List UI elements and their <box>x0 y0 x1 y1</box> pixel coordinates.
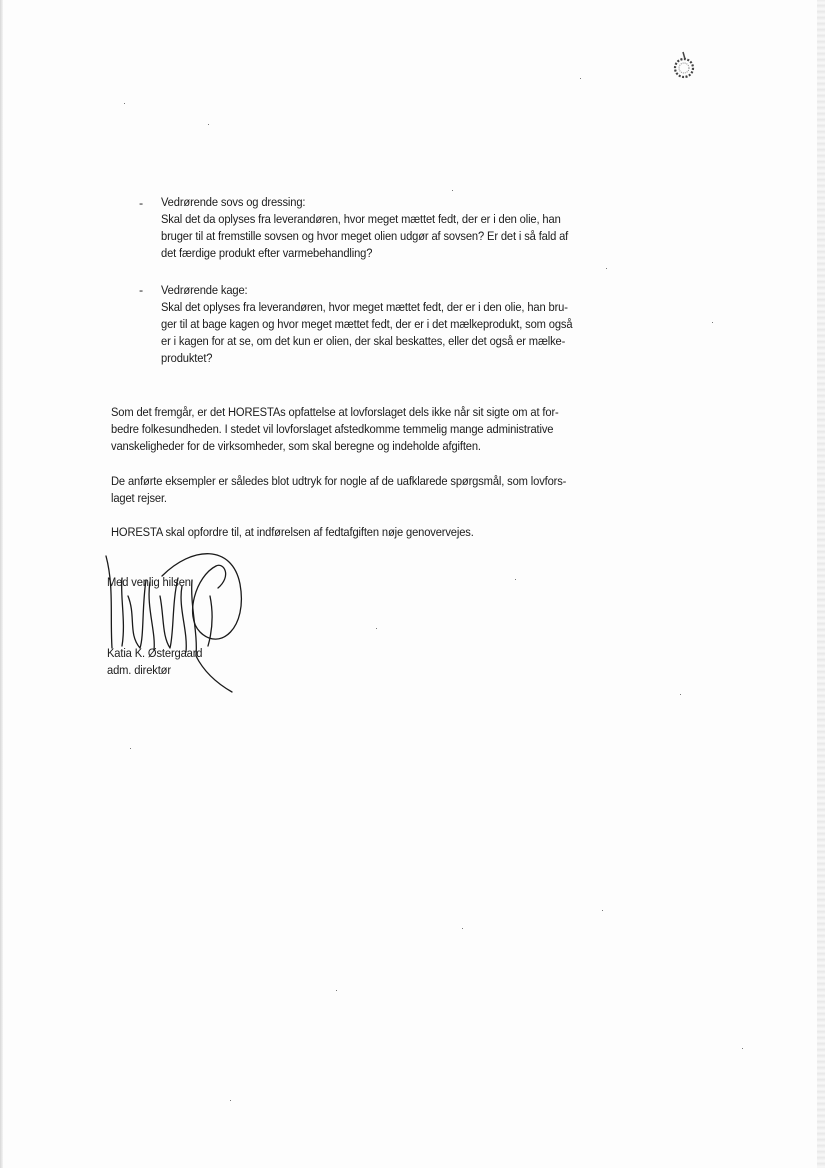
scan-edge-left <box>0 0 3 1168</box>
bullet-heading: Vedrørende kage: <box>161 283 248 297</box>
scan-speck <box>230 1100 231 1101</box>
scan-speck <box>515 579 516 580</box>
signatory-name: Katia K. Østergaard <box>107 646 203 660</box>
bullet-line: Skal det oplyses fra leverandøren, hvor meget mættet fedt, der er i den olie, han bru- <box>161 300 568 314</box>
paragraph-examples <box>111 473 566 507</box>
scan-speck <box>124 103 125 104</box>
paragraph-line: bedre folkesundheden. I stedet vil lovforslaget afstedkomme temmelig mange administrative <box>111 422 554 436</box>
bullet-line: Skal det da oplyses fra leverandøren, hvor meget mættet fedt, der er i den olie, han <box>161 212 561 226</box>
scan-speck <box>580 78 581 79</box>
scan-speck <box>462 928 463 929</box>
scan-speck <box>130 748 131 749</box>
scan-speck <box>376 628 377 629</box>
paragraph-line: HORESTA skal opfordre til, at indførelsen af fedtafgiften nøje genovervejes. <box>111 525 474 539</box>
scan-speck <box>680 694 681 695</box>
paragraph-line: vanskeligheder for de virksomheder, som skal beregne og indeholde afgiften. <box>111 439 481 453</box>
bullet-dash: - <box>139 196 144 210</box>
paragraph-line: De anførte eksempler er således blot udtryk for nogle af de uafklarede spørgsmål, som lovfors- <box>111 474 567 488</box>
bullet-line: bruger til at fremstille sovsen og hvor meget olien udgør af sovsen? Er det i så fald af <box>161 229 569 243</box>
scan-speck <box>742 1048 743 1049</box>
paragraph-line: laget rejser. <box>111 491 167 505</box>
scan-speck <box>208 124 209 125</box>
bullet-line: ger til at bage kagen og hvor meget mættet fedt, der er i det mælkeprodukt, som også <box>161 317 573 331</box>
scan-speck <box>336 990 337 991</box>
handwritten-signature <box>92 536 262 696</box>
registration-mark-icon <box>668 50 702 84</box>
bullet-sauce <box>161 194 568 262</box>
paragraph-opinion <box>111 404 559 455</box>
bullet-dash: - <box>139 283 144 297</box>
scan-edge-right <box>817 0 825 1168</box>
bullet-cake <box>161 282 572 367</box>
bullet-line: det færdige produkt efter varmebehandling? <box>161 246 373 260</box>
scan-speck <box>712 322 713 323</box>
scan-speck <box>606 268 607 269</box>
scan-speck <box>602 910 603 911</box>
scan-speck <box>452 190 453 191</box>
greeting-text: Med venlig hilsen <box>107 575 191 589</box>
bullet-line: er i kagen for at se, om det kun er olien, der skal beskattes, eller det også er mælke- <box>161 334 566 348</box>
paragraph-line: Som det fremgår, er det HORESTAs opfattelse at lovforslaget dels ikke når sit sigte om at for- <box>111 405 559 419</box>
bullet-heading: Vedrørende sovs og dressing: <box>161 195 306 209</box>
signatory-title: adm. direktør <box>107 663 171 677</box>
bullet-line: produktet? <box>161 351 213 365</box>
